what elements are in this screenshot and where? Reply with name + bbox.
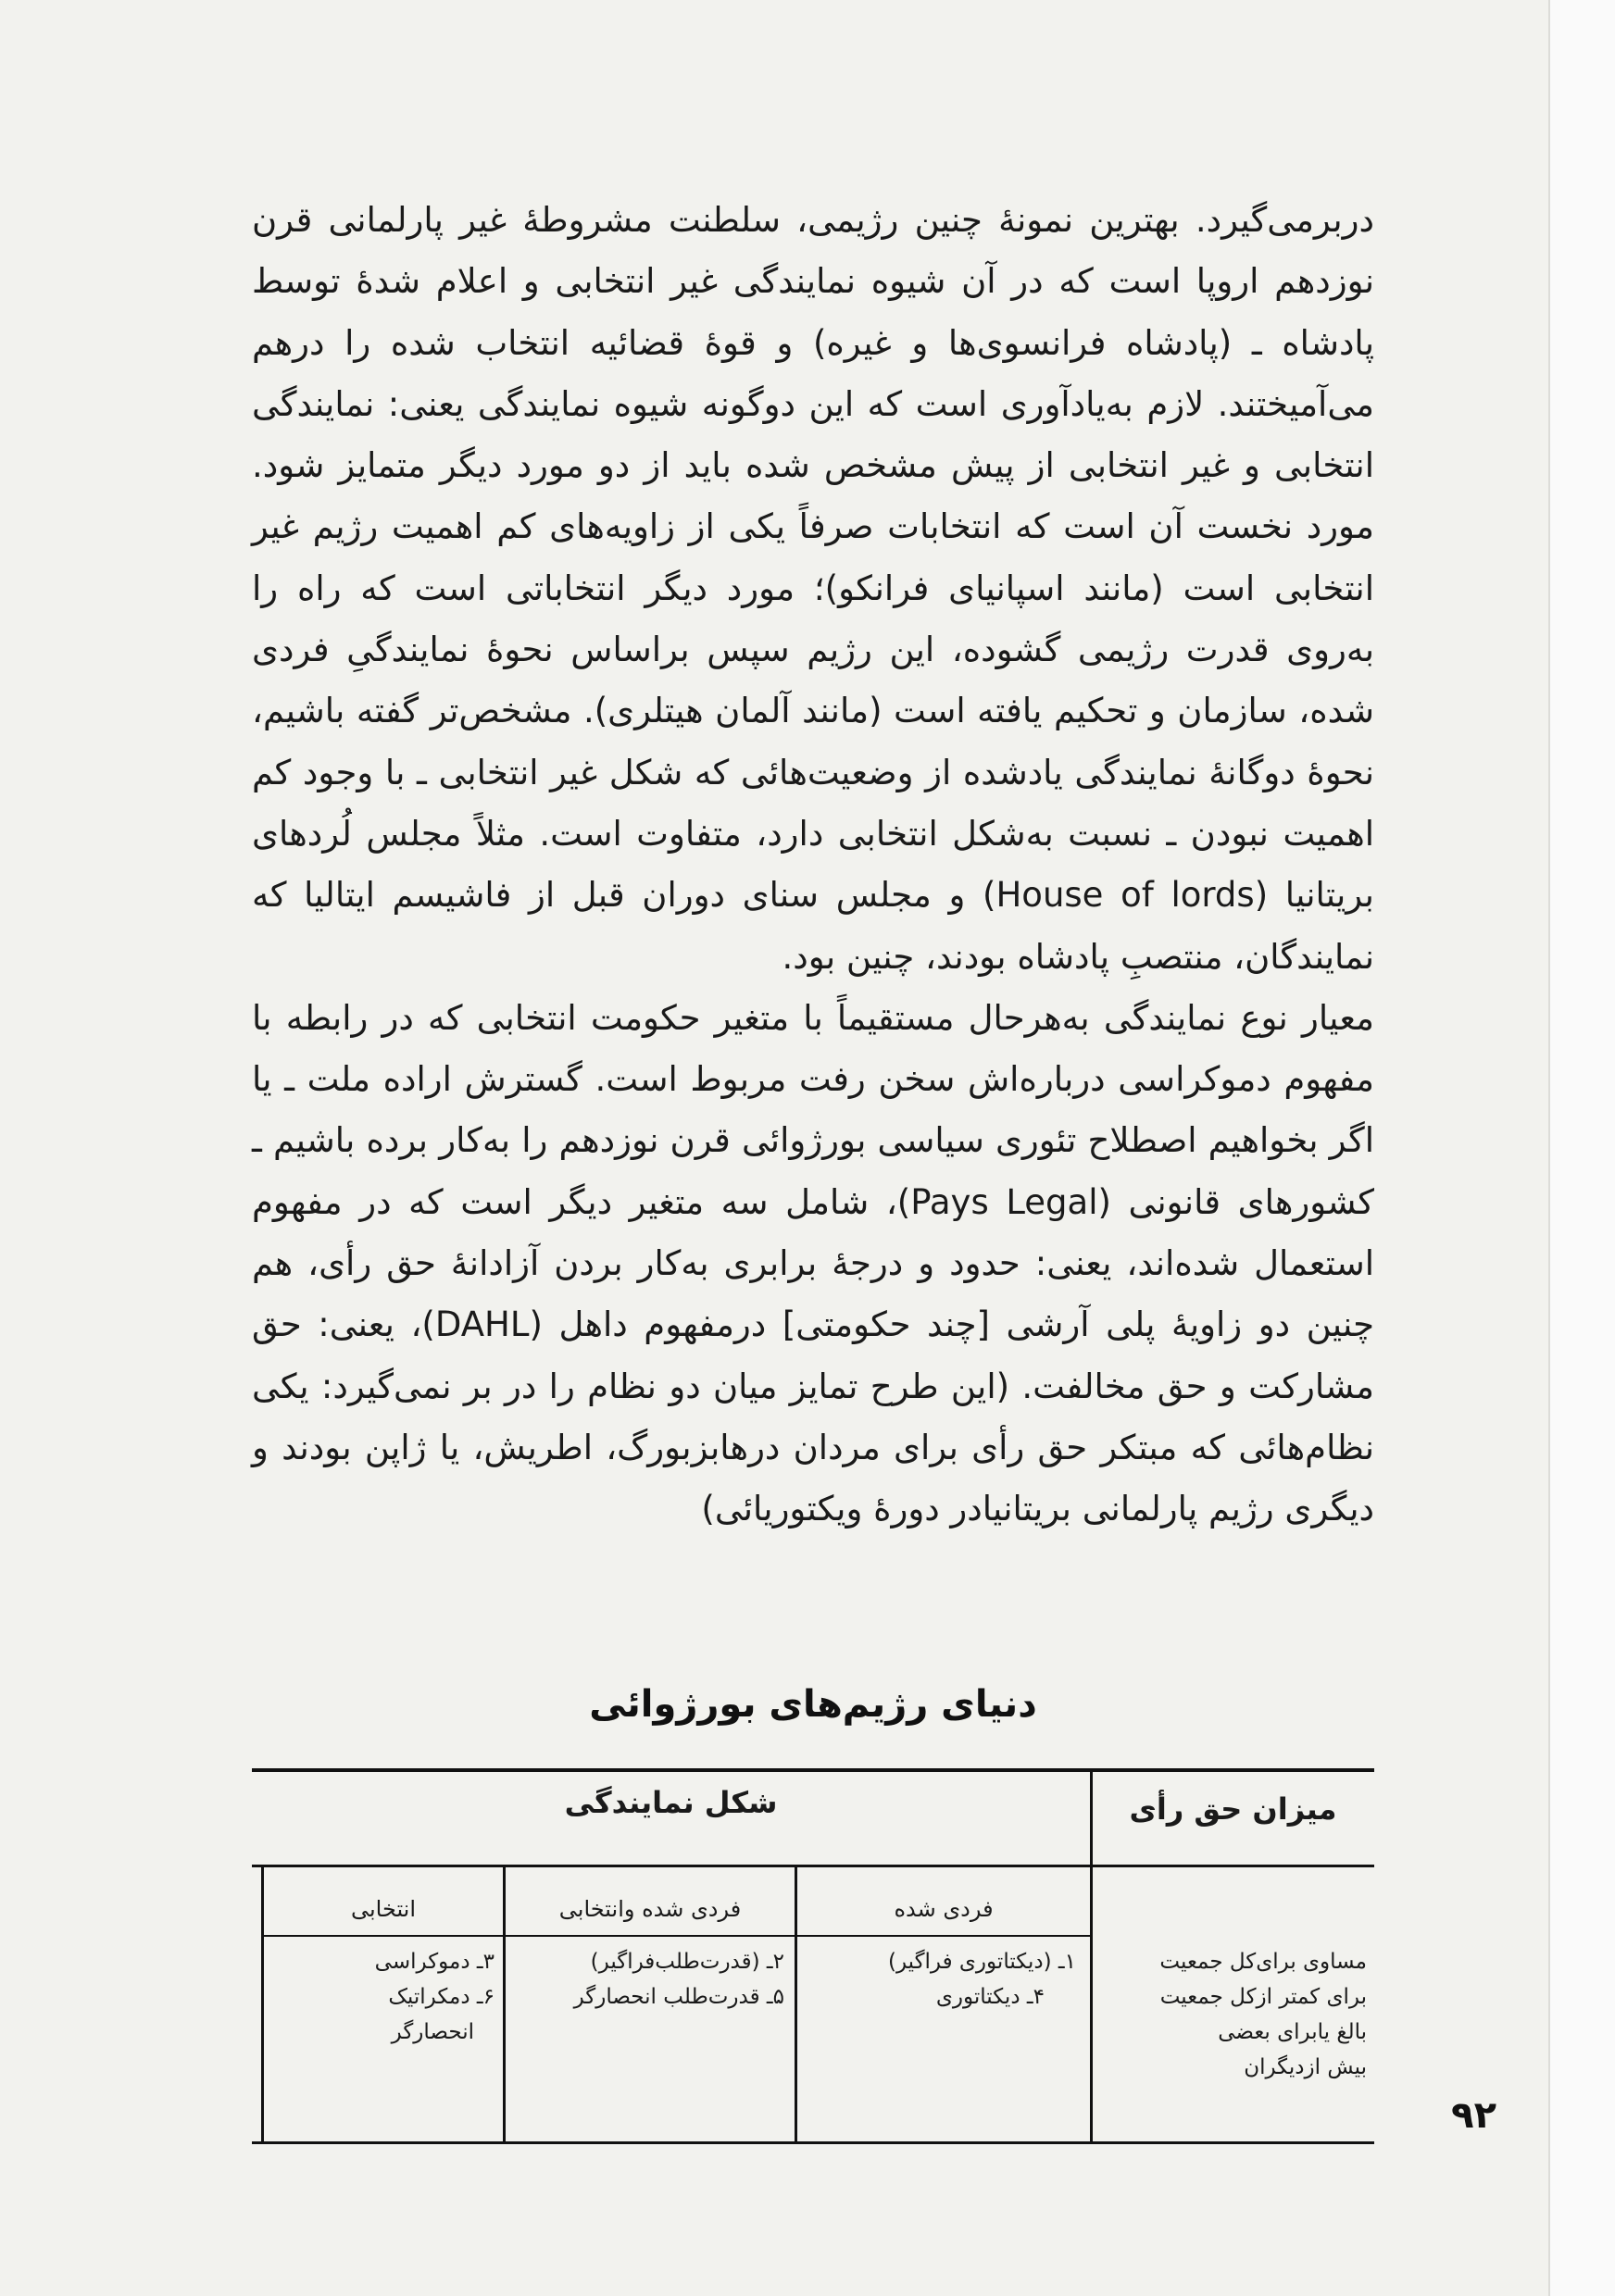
table-subheader-rule xyxy=(261,1935,1091,1937)
elected-line: ۳ـ دموکراسی xyxy=(374,1950,495,1974)
header-suffrage: میزان حق رأی xyxy=(1129,1791,1337,1827)
table-title: دنیای رژیم‌های بورژوائی xyxy=(589,1683,1037,1726)
table-header-rule xyxy=(252,1865,1374,1867)
header-representation: شکل نمایندگی xyxy=(564,1785,778,1820)
suffrage-line: برای کمتر ازکل جمعیت xyxy=(1159,1985,1367,2009)
elected-line: انحصارگر xyxy=(391,2020,474,2044)
suffrage-line: بالغ یابرای بعضی xyxy=(1218,2020,1367,2044)
individual-line: ۱ـ (دیکتاتوری فراگیر) xyxy=(887,1950,1076,1974)
elected-cell xyxy=(274,1944,495,2050)
individual-elected-line: ۲ـ (قدرت‌طلب‌فراگیر) xyxy=(590,1950,784,1974)
paragraph-2: معیار نوع نمایندگی به‌هرحال مستقیماً با متغیر حکومت انتخابی که در رابطه با مفهوم دموکراسی درباره‌اش سخن رفت مربوط است. گسترش اراده ملت ـ یا اگر بخواهیم اصطلاح تئوری سیاسی بورژوائی قرن نوزدهم را به‌کار برده باشیم ـ کشورهای قانونی (Pays Legal)، شامل سه متغیر دیگر است که در مفهوم استعمال شده‌اند، یعنی: حدود و درجهٔ برابری به‌کار بردن آزادانهٔ حق رأی، هم چنین دو زاویهٔ پلی آرشی [چند حکومتی] درمفهوم داهل (DAHL)، یعنی: حق مشارکت و حق مخالفت. (این طرح تمایز میان دو نظام را در بر نمی‌گیرد: یکی نظام‌هائی که مبتکر حق رأی برای مردان درهابزبورگ، اطریش، یا ژاپن بودند و دیگری رژیم پارلمانی بریتانیادر دورهٔ ویکتوریائی) xyxy=(252,997,1375,1529)
subheader-individual-elected: فردی شده وانتخابی xyxy=(558,1896,742,1922)
subheader-individual: فردی شده xyxy=(894,1896,994,1922)
paragraph-1: دربرمی‌گیرد. بهترین نمونهٔ چنین رژیمی، سلطنت مشروطهٔ غیر پارلمانی قرن نوزدهم اروپا است که در آن شیوه نمایندگی غیر انتخابی و اعلام شدهٔ توسط پادشاه ـ (پادشاه فرانسوی‌ها و غیره) و قوهٔ قضائیه انتخاب شده را درهم می‌آمیختند. لازم به‌یادآوری است که این دوگونه شیوه نمایندگی یعنی: نمایندگی انتخابی و غیر انتخابی از پیش مشخص شده باید از دو مورد دیگر متمایز شود. مورد نخست آن است که انتخابات صرفاً یکی از زاویه‌های کم اهمیت رژیم غیر انتخابی است (مانند اسپانیای فرانکو)؛ مورد دیگر انتخاباتی است که راه را به‌روی قدرت رژیمی گشوده، این رژیم سپس براساس نحوهٔ نمایندگیِ فردی شده، سازمان و تحکیم یافته است (مانند آلمان هیتلری). مشخص‌تر گفته باشیم، نحوهٔ دوگانهٔ نمایندگی یادشده از وضعیت‌هائی که شکل غیر انتخابی ـ با وجود کم اهمیت نبودن ـ نسبت به‌شکل انتخابی دارد، متفاوت است. مثلاً مجلس لُردهای بریتانیا (House of lords) و مجلس سنای دوران قبل از فاشیسم ایتالیا که نمایندگان، منتصبِ پادشاه بودند، چنین بود. xyxy=(252,200,1374,977)
individual-elected-line: ۵ـ قدرت‌طلب انحصارگر xyxy=(573,1985,784,2009)
suffrage-cell xyxy=(1098,1944,1367,2085)
suffrage-line: مساوی برای‌کل جمعیت xyxy=(1159,1950,1367,1974)
individual-elected-cell xyxy=(516,1944,784,2015)
regimes-table xyxy=(252,1768,1374,2157)
body-text xyxy=(252,190,1374,1541)
elected-line: ۶ـ دمکراتیک xyxy=(388,1985,495,2009)
individual-line: ۴ـ دیکتاتوری xyxy=(935,1985,1045,2009)
subheader-elected: انتخابی xyxy=(350,1896,417,1922)
suffrage-line: بیش ازدیگران xyxy=(1244,2055,1367,2079)
table-bottom-rule xyxy=(252,2141,1374,2144)
page-number: ۹۲ xyxy=(1451,2094,1496,2137)
individual-cell xyxy=(808,1944,1076,2015)
table-top-rule xyxy=(252,1768,1374,1772)
